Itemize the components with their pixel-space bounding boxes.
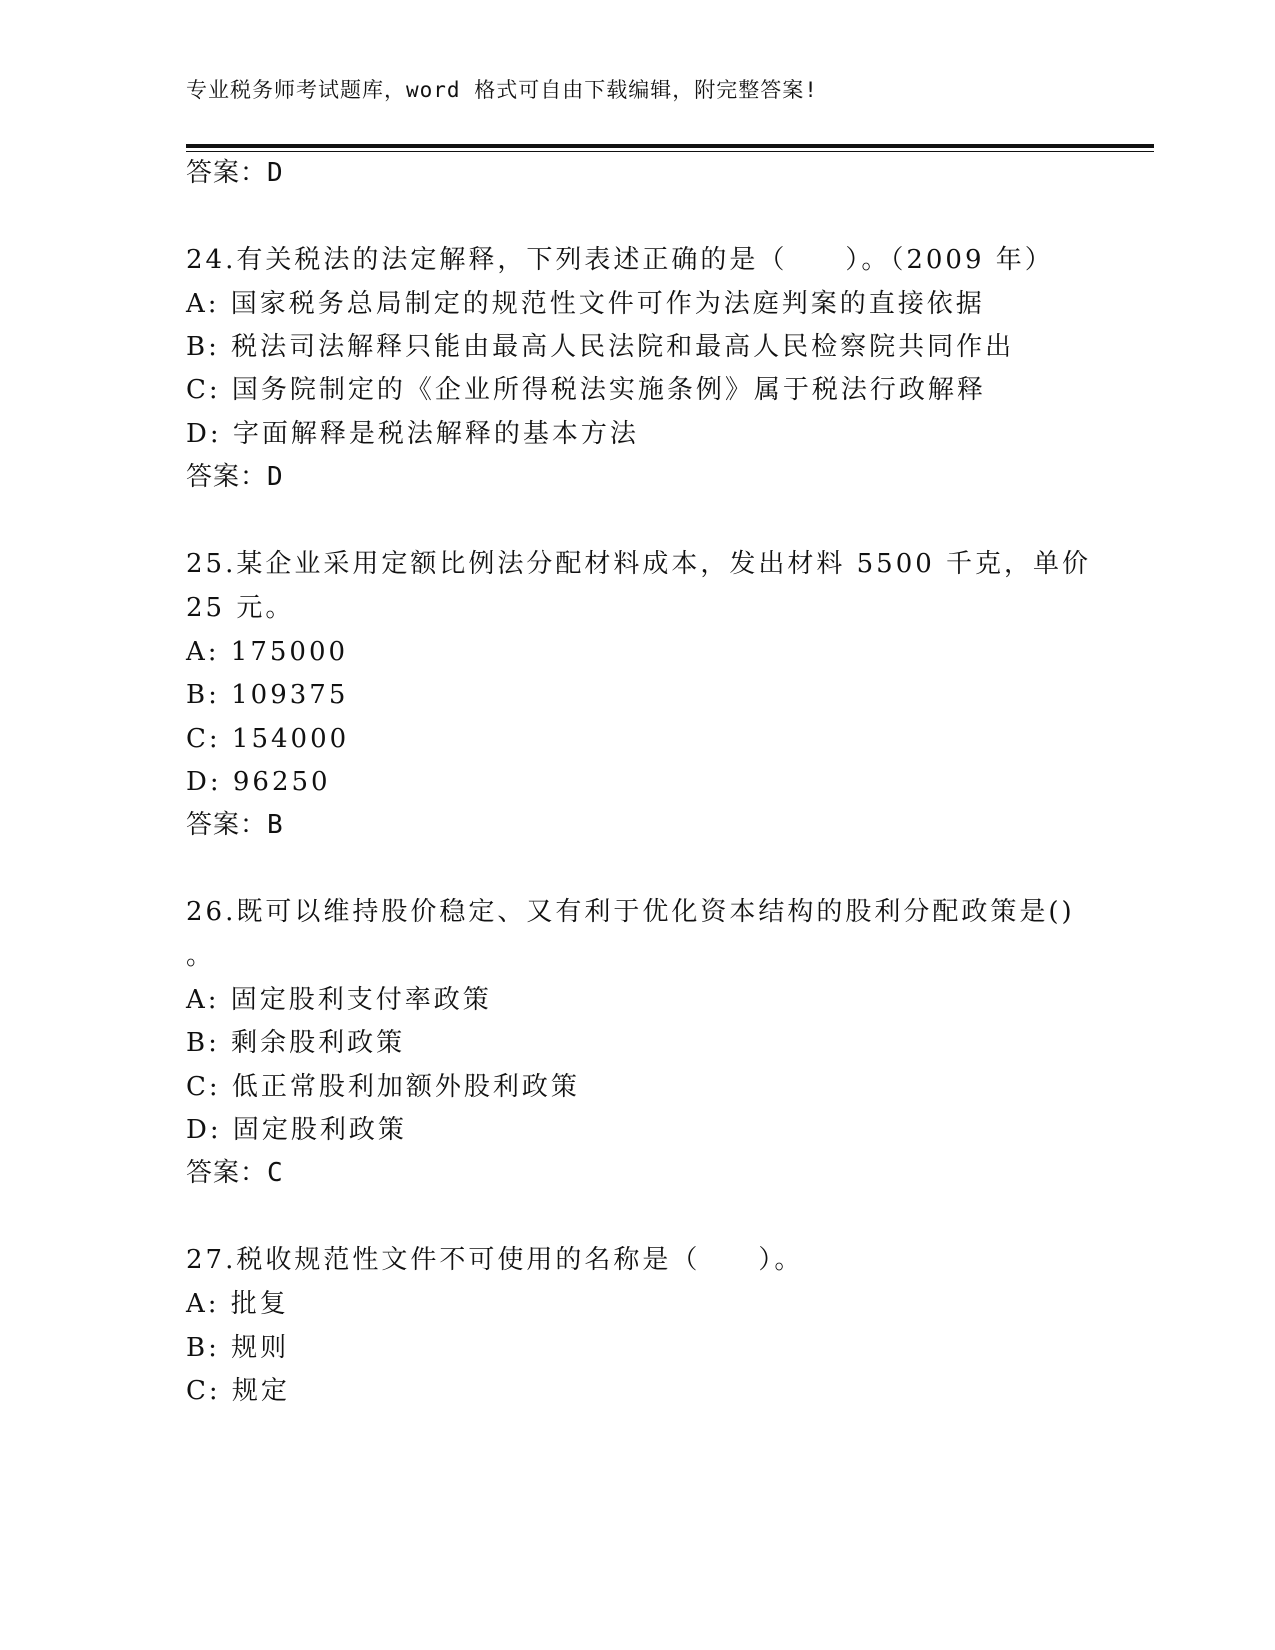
option-27-c: C: 规定 bbox=[186, 1376, 290, 1406]
option-25-b: B: 109375 bbox=[186, 680, 349, 710]
option-24-c: C: 国务院制定的《企业所得税法实施条例》属于税法行政解释 bbox=[186, 375, 986, 405]
question-26-continued: 。 bbox=[186, 941, 216, 971]
question-26: 26.既可以维持股价稳定、又有利于优化资本结构的股利分配政策是() bbox=[186, 897, 1075, 927]
page-header: 专业税务师考试题库，word 格式可自由下载编辑，附完整答案! bbox=[186, 78, 818, 102]
answer-24: 答案：D bbox=[186, 462, 284, 492]
header-rule bbox=[186, 144, 1154, 148]
header-rule-thin bbox=[186, 151, 1154, 152]
option-27-b: B: 规则 bbox=[186, 1333, 290, 1363]
option-25-c: C: 154000 bbox=[186, 724, 350, 754]
question-24: 24.有关税法的法定解释，下列表述正确的是（ ）。（2009 年） bbox=[186, 245, 1054, 275]
option-27-a: A: 批复 bbox=[186, 1289, 289, 1319]
option-26-b: B: 剩余股利政策 bbox=[186, 1028, 406, 1058]
option-24-a: A: 国家税务总局制定的规范性文件可作为法庭判案的直接依据 bbox=[186, 289, 985, 319]
answer-25: 答案：B bbox=[186, 810, 284, 840]
option-25-d: D: 96250 bbox=[186, 767, 331, 797]
question-25-continued: 25 元。 bbox=[186, 593, 295, 623]
answer-23: 答案：D bbox=[186, 158, 284, 188]
question-25: 25.某企业采用定额比例法分配材料成本，发出材料 5500 千克，单价 bbox=[186, 549, 1092, 579]
option-24-b: B: 税法司法解释只能由最高人民法院和最高人民检察院共同作出 bbox=[186, 332, 1015, 362]
answer-26: 答案：C bbox=[186, 1158, 284, 1188]
question-27: 27.税收规范性文件不可使用的名称是（ ）。 bbox=[186, 1245, 804, 1275]
option-26-c: C: 低正常股利加额外股利政策 bbox=[186, 1072, 580, 1102]
option-26-a: A: 固定股利支付率政策 bbox=[186, 985, 492, 1015]
option-24-d: D: 字面解释是税法解释的基本方法 bbox=[186, 419, 639, 449]
option-25-a: A: 175000 bbox=[186, 637, 349, 667]
option-26-d: D: 固定股利政策 bbox=[186, 1115, 407, 1145]
